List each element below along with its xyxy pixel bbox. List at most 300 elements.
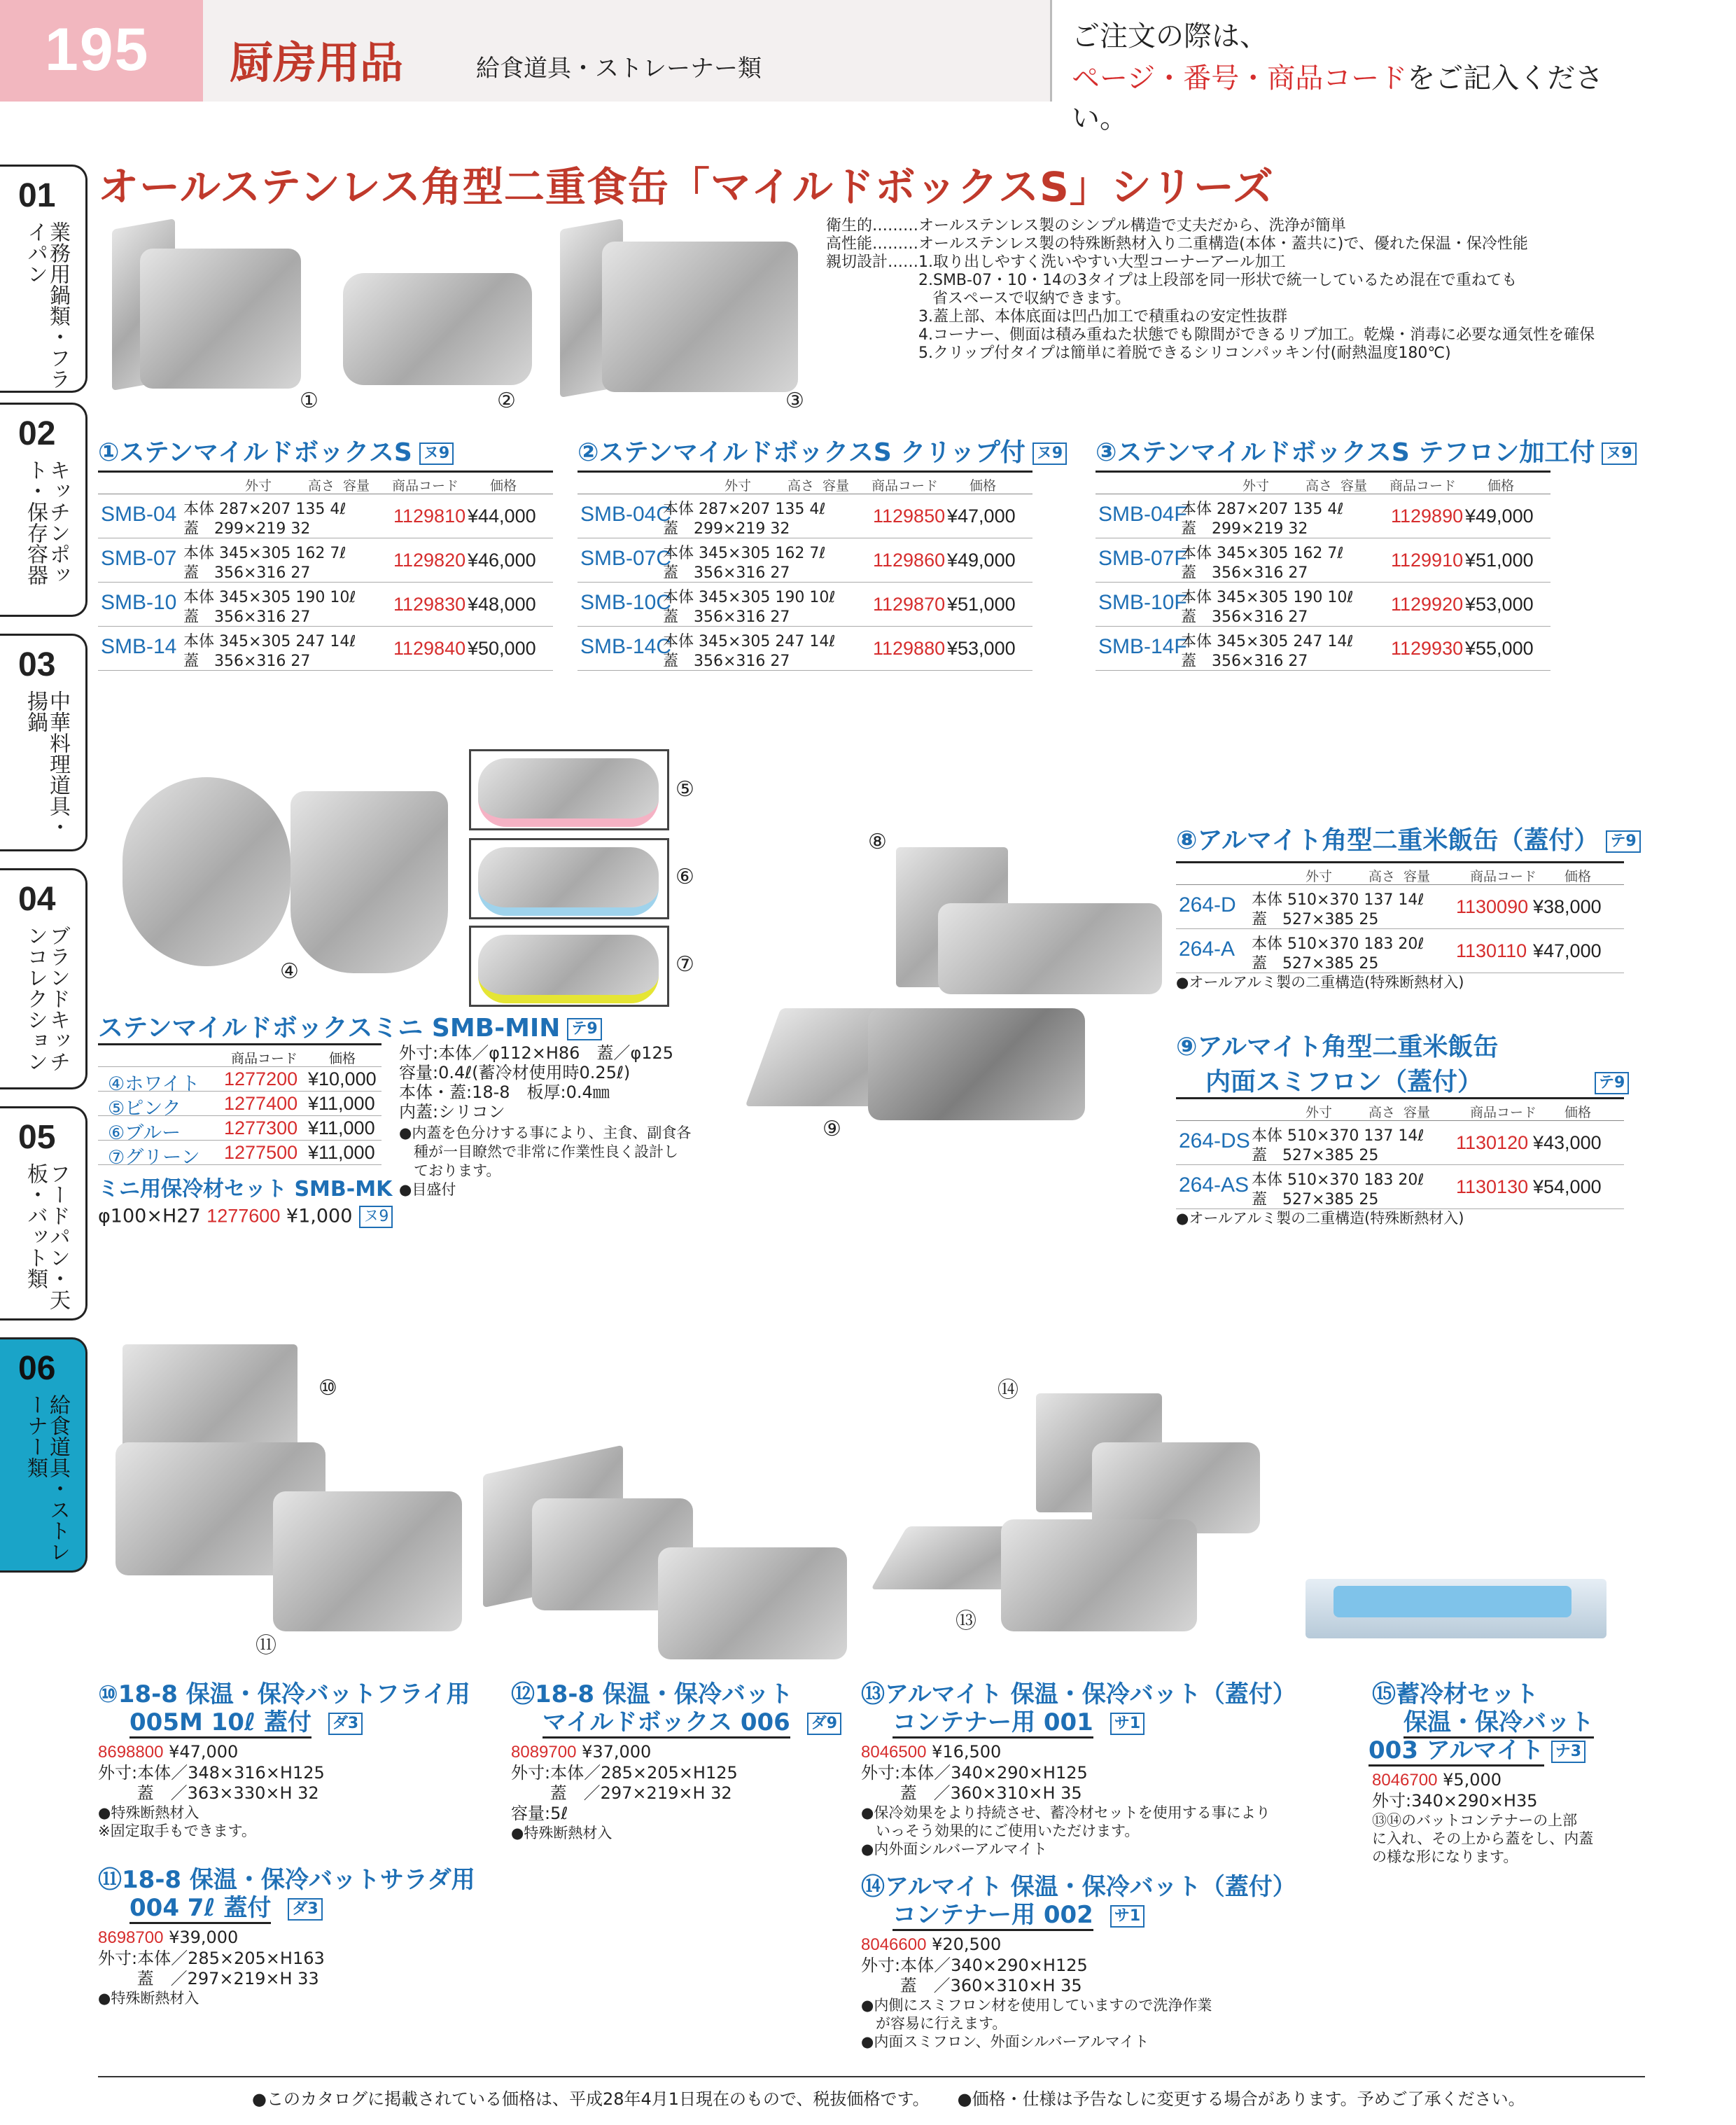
rice-note: ●オールアルミ製の二重構造(特殊断熱材入) (1176, 974, 1464, 991)
lid-spec: 蓋 356×316 27 (1181, 564, 1308, 582)
product-title-line1: ⑬アルマイト 保温・保冷バット（蓋付） (861, 1680, 1296, 1708)
section-title: オールステンレス角型二重食缶「マイルドボックスS」シリーズ (98, 163, 1274, 211)
body-spec: 本体 345×305 162 7ℓ (1181, 545, 1344, 562)
table-row (98, 494, 553, 538)
product-title-line2 (130, 1894, 323, 1922)
model-code: SMB-07C (580, 547, 672, 570)
lid-spec: 蓋 356×316 27 (183, 608, 311, 626)
table-row (1176, 885, 1624, 929)
feature-line: 2.SMB-07・10・14の3タイプは上段部を同一形状で統一しているため混在で重ねても (918, 272, 1518, 289)
smb-table-title (578, 433, 1067, 468)
footer-note: ●このカタログに掲載されている価格は、平成28年4月1日現在のもので、税抜価格です。 (252, 2089, 930, 2109)
lid-spec: 蓋 299×219 32 (183, 520, 311, 538)
product-spec: 蓋 ／363×330×H 32 (98, 1783, 319, 1803)
lid-spec: 蓋 299×219 32 (663, 520, 790, 538)
product-code: 8698700 (98, 1928, 164, 1947)
side-tab-label: ブランドキッチンコレクション (23, 925, 70, 1072)
price: ¥53,000 (1465, 594, 1534, 615)
column-header-height: 高さ (788, 478, 815, 494)
smb-title-text: ②ステンマイルドボックスS クリップ付 (578, 438, 1026, 467)
product-spec: 蓋 ／297×219×H 33 (98, 1969, 319, 1988)
product-spec: 外寸:340×290×H35 (1372, 1791, 1538, 1811)
lid-spec: 蓋 299×219 32 (1181, 520, 1308, 538)
product-note: ●内面スミフロン、外面シルバーアルマイト (861, 2033, 1149, 2050)
mini-title-text: ステンマイルドボックスミニ SMB-MIN (98, 1014, 561, 1043)
feature-line: 衛生的………オールステンレス製のシンプル構造で丈夫だから、洗浄が簡単 (826, 217, 1346, 235)
table-header (1176, 1099, 1624, 1121)
product-title-line1: ⑩18-8 保温・保冷バットフライ用 (98, 1680, 470, 1708)
product-note: ●内外面シルバーアルマイト (861, 1841, 1048, 1858)
feature-line: 5.クリップ付タイプは簡単に着脱できるシリコンパッキン付(耐熱温度180℃) (918, 344, 1451, 362)
model-code: SMB-10 (101, 591, 177, 614)
column-header-cap: 容量 (1340, 478, 1368, 494)
code-badge: テ9 (567, 1018, 601, 1040)
product-code: 1130090 (1456, 896, 1529, 917)
mini-lid-image (122, 777, 290, 966)
lid-spec: 蓋 356×316 27 (1181, 653, 1308, 670)
column-header-cap: 容量 (1404, 869, 1431, 884)
model-code: SMB-04 (101, 503, 177, 526)
cool-set-line (98, 1206, 393, 1228)
product-code: 1129910 (1391, 550, 1464, 571)
side-tab-03 (0, 634, 88, 851)
table-row (1096, 494, 1550, 538)
table-row (578, 627, 1032, 671)
price: ¥50,000 (468, 638, 536, 659)
product-title3-text: 003 アルマイト (1368, 1736, 1544, 1767)
rice-title-text: ⑧アルマイト角型二重米飯缶（蓋付） (1176, 826, 1600, 855)
marker-3: ③ (785, 389, 804, 413)
mini-spec: 内蓋:シリコン (399, 1102, 505, 1122)
product-title2-text: コンテナー用 001 (892, 1708, 1093, 1739)
product-note: ●内側にスミフロン材を使用していますので洗浄作業 (861, 1997, 1212, 2014)
product-code: 1129860 (873, 550, 946, 571)
rice-note: ●オールアルミ製の二重構造(特殊断熱材入) (1176, 1210, 1464, 1227)
product-image-2 (343, 273, 532, 385)
price: ¥51,000 (1465, 550, 1534, 571)
mini-title (98, 1008, 602, 1044)
product-spec: 外寸:本体／348×316×H125 (98, 1763, 325, 1783)
rice-title-line2 (1205, 1062, 1629, 1098)
column-header-price: 価格 (1564, 869, 1592, 884)
price: ¥48,000 (468, 594, 536, 615)
lid-spec: 蓋 356×316 27 (663, 653, 790, 670)
smb-table-title (1096, 433, 1637, 468)
mini-blue-photo (469, 838, 669, 919)
body-spec: 本体 345×305 247 14ℓ (1181, 633, 1354, 650)
code-price-line (98, 1742, 238, 1762)
product-code: 1130130 (1456, 1176, 1529, 1197)
product-code: 8046700 (1372, 1771, 1438, 1790)
product-code: 1129890 (1391, 506, 1464, 527)
column-header-price: 価格 (490, 478, 517, 494)
feature-line: 親切設計……1.取り出しやすく洗いやすい大型コーナーアール加工 (826, 253, 1286, 271)
side-tab-number: 02 (18, 415, 56, 452)
body-spec: 本体 287×207 135 4ℓ (663, 501, 826, 518)
model-code: 264-A (1179, 938, 1236, 961)
color-label: ④ホワイト (108, 1073, 200, 1095)
product-image-1 (140, 249, 301, 389)
column-header-code: 商品コード (1470, 1105, 1537, 1120)
marker-11: ⑪ (255, 1633, 276, 1658)
column-header-size: 外寸 (1242, 478, 1270, 494)
product-title2-text: 004 7ℓ 蓋付 (130, 1894, 271, 1924)
product-code: 1129920 (1391, 594, 1464, 615)
column-header-cap: 容量 (1404, 1105, 1431, 1120)
table-row (98, 627, 553, 671)
mini-table (98, 1043, 382, 1169)
product-code: 1129930 (1391, 638, 1464, 659)
product-title-line1: ⑭アルマイト 保温・保冷バット（蓋付） (861, 1873, 1296, 1901)
column-header-code: 商品コード (392, 478, 459, 494)
model-code: SMB-04C (580, 503, 672, 526)
product-code: 8698800 (98, 1743, 164, 1762)
feature-line: 3.蓋上部、本体底面は凹凸加工で積重ねの安定性抜群 (918, 308, 1287, 326)
model-code: 264-D (1179, 893, 1236, 917)
code-badge: ヌ9 (1032, 443, 1067, 465)
price: ¥10,000 (308, 1068, 377, 1089)
mini-spec: 外寸:本体／φ112×H86 蓋／φ125 (399, 1043, 674, 1063)
product-title-line2 (1404, 1708, 1594, 1736)
code-badge: テ9 (1595, 1072, 1629, 1094)
product-code: 1129830 (393, 594, 466, 615)
side-tab-label: キッチンポット・保存容器 (23, 459, 70, 585)
product-note: ※固定取手もできます。 (98, 1823, 256, 1839)
table-header (578, 473, 1032, 494)
product-code: 1277400 (224, 1093, 298, 1114)
marker-10: ⑩ (318, 1376, 337, 1400)
product-code: 1129820 (393, 550, 466, 571)
rice-table (1176, 861, 1624, 973)
rice-title (1176, 1033, 1498, 1062)
lid-spec: 蓋 356×316 27 (663, 564, 790, 582)
product-note: の様な形になります。 (1372, 1848, 1518, 1865)
column-header-size: 外寸 (724, 478, 752, 494)
footer-divider (98, 2076, 1645, 2077)
table-row (1176, 1121, 1624, 1165)
footer-notes (252, 2085, 1553, 2110)
price: ¥46,000 (468, 550, 536, 571)
table-row (98, 583, 553, 627)
side-tab-label: フードパン・天板・バット類 (23, 1163, 70, 1310)
product-note: に入れ、その上から蓋をし、内蓋 (1372, 1830, 1594, 1847)
product-code: 1129810 (393, 506, 466, 527)
price: ¥11,000 (308, 1117, 375, 1138)
column-header-height: 高さ (308, 478, 335, 494)
color-label: ⑦グリーン (108, 1147, 200, 1169)
product-note: いっそう効果的にご使用いただけます。 (861, 1823, 1140, 1839)
lid-spec: 蓋 527×385 25 (1252, 911, 1379, 928)
marker-4: ④ (280, 959, 299, 984)
product-title2-text: 保温・保冷バット (1404, 1708, 1594, 1739)
lid-spec: 蓋 356×316 27 (663, 608, 790, 626)
side-tab-04 (0, 868, 88, 1089)
model-code: SMB-14 (101, 635, 177, 658)
product-code: 8046600 (861, 1935, 927, 1954)
product-note: ●保冷効果をより持続させ、蓄冷材セットを使用する事により (861, 1804, 1270, 1821)
price: ¥47,000 (163, 1742, 239, 1762)
model-code: SMB-10F (1098, 591, 1187, 614)
body-spec: 本体 345×305 162 7ℓ (183, 545, 346, 562)
product-spec: 蓋 ／360×310×H 35 (861, 1976, 1082, 1995)
code-badge: ヌ9 (1602, 443, 1636, 465)
table-row (1176, 1165, 1624, 1209)
code-badge: サ1 (1110, 1905, 1144, 1928)
model-code: SMB-10C (580, 591, 672, 614)
product-code: 1129870 (873, 594, 946, 615)
mini-pot-image (290, 791, 448, 973)
body-spec: 本体 510×370 183 20ℓ (1252, 1171, 1424, 1189)
mini-row (98, 1116, 382, 1144)
product-title2-text: マイルドボックス 006 (542, 1708, 790, 1739)
product-title-line2 (892, 1901, 1144, 1929)
subcategory-title: 給食道具・ストレーナー類 (476, 55, 762, 83)
table-row (1096, 583, 1550, 627)
price: ¥49,000 (947, 550, 1016, 571)
lid-spec: 蓋 356×316 27 (1181, 608, 1308, 626)
price: ¥20,500 (926, 1935, 1002, 1954)
column-header-size: 外寸 (1306, 1105, 1333, 1120)
side-tab-number: 04 (18, 881, 56, 918)
column-header-cap: 容量 (822, 478, 850, 494)
price: ¥51,000 (947, 594, 1016, 615)
side-tab-label: 中華料理道具・揚鍋 (23, 690, 70, 837)
smb-table (98, 471, 553, 671)
cool-size: φ100×H27 (98, 1205, 207, 1227)
price: ¥54,000 (1533, 1176, 1602, 1197)
marker-8: ⑧ (868, 830, 887, 854)
side-tab-05 (0, 1106, 88, 1321)
feature-line: 省スペースで収納できます。 (932, 290, 1131, 307)
column-header-code: 商品コード (1390, 478, 1457, 494)
code-badge: ダ3 (328, 1713, 363, 1735)
smb-table (1096, 471, 1550, 671)
body-spec: 本体 510×370 137 14ℓ (1252, 1127, 1424, 1145)
product-title2-text: コンテナー用 002 (892, 1901, 1093, 1931)
product-spec: 容量:5ℓ (511, 1804, 568, 1823)
marker-14: ⑭ (997, 1378, 1018, 1402)
code-badge: ダ9 (807, 1713, 841, 1735)
product-title-line1: ⑪18-8 保温・保冷バットサラダ用 (98, 1866, 475, 1894)
cool-pack-image (1306, 1579, 1606, 1638)
mini-note: ております。 (399, 1162, 501, 1179)
model-code: SMB-07F (1098, 547, 1187, 570)
page-number-box (0, 0, 203, 102)
product-note: ●特殊断熱材入 (98, 1990, 200, 2007)
product-code: 1129880 (873, 638, 946, 659)
product-title-line2 (542, 1708, 841, 1736)
lid-spec: 蓋 356×316 27 (183, 564, 311, 582)
marker-2: ② (497, 389, 516, 413)
product-note: ⑬⑭のバットコンテナーの上部 (1372, 1812, 1578, 1829)
table-row (1176, 929, 1624, 973)
price: ¥1,000 (280, 1205, 353, 1227)
product-title-line2 (892, 1708, 1144, 1736)
side-tab-number: 03 (18, 646, 56, 683)
model-code: SMB-07 (101, 547, 177, 570)
price: ¥11,000 (308, 1142, 375, 1163)
model-code: 264-DS (1179, 1129, 1250, 1152)
code-badge: ヌ9 (419, 443, 454, 465)
body-spec: 本体 345×305 190 10ℓ (663, 589, 836, 606)
marker-13: ⑬ (955, 1609, 976, 1633)
column-header-size: 外寸 (245, 478, 272, 494)
column-header-code: 商品コード (872, 478, 939, 494)
vat-11-body (273, 1491, 462, 1631)
rice-box-image (938, 903, 1162, 994)
mini-pink-photo (469, 749, 669, 830)
product-code: 1277500 (224, 1142, 298, 1163)
product-title-line2 (130, 1708, 363, 1736)
lid-spec: 蓋 356×316 27 (183, 653, 311, 670)
column-header-code: 商品コード (231, 1051, 298, 1066)
code-badge: サ1 (1110, 1713, 1144, 1735)
vat-13-body (1001, 1519, 1197, 1631)
price: ¥16,500 (926, 1742, 1002, 1762)
mini-note: ●内蓋を色分けする事により、主食、副食各 (399, 1124, 692, 1141)
product-spec: 外寸:本体／285×205×H163 (98, 1949, 325, 1968)
rice-title2-text: 内面スミフロン（蓋付） (1205, 1068, 1483, 1096)
product-code: 8046500 (861, 1743, 927, 1762)
code-badge: ヌ9 (359, 1206, 393, 1228)
code-badge: テ9 (1606, 830, 1640, 853)
side-tab-number: 06 (18, 1350, 56, 1387)
table-row (578, 583, 1032, 627)
column-header-height: 高さ (1368, 869, 1396, 884)
body-spec: 本体 287×207 135 4ℓ (183, 501, 346, 518)
model-code: 264-AS (1179, 1173, 1250, 1197)
vat-12-body-2 (658, 1547, 847, 1659)
product-note: が容易に行えます。 (861, 2015, 1007, 2032)
mini-note: 種が一目瞭然で非常に作業性良く設計し (399, 1143, 678, 1160)
lid-spec: 蓋 527×385 25 (1252, 1191, 1379, 1208)
side-tab-label: 給食道具・ストレーナー類 (23, 1394, 70, 1562)
order-note-line2: ページ・番号・商品コードをご記入ください。 (1072, 62, 1604, 134)
table-header (1176, 863, 1624, 885)
cool-set-title: ミニ用保冷材セット SMB-MK (98, 1177, 393, 1201)
price: ¥55,000 (1465, 638, 1534, 659)
order-note (1050, 0, 1626, 134)
product-title-line1: ⑫18-8 保温・保冷バット (511, 1680, 793, 1708)
product-note: ●特殊断熱材入 (511, 1825, 612, 1841)
rice-title (1176, 826, 1641, 856)
mini-row (98, 1092, 382, 1120)
body-spec: 本体 510×370 137 14ℓ (1252, 891, 1424, 909)
price: ¥47,000 (1533, 940, 1602, 961)
side-tab-number: 05 (18, 1119, 56, 1156)
mini-note: ●目盛付 (399, 1181, 456, 1198)
order-note-line1: ご注文の際は、 (1072, 20, 1268, 53)
category-header (203, 0, 1050, 102)
product-code: 1129840 (393, 638, 466, 659)
smb-table-title (98, 433, 454, 468)
body-spec: 本体 345×305 247 14ℓ (663, 633, 836, 650)
column-header-price: 価格 (1488, 478, 1515, 494)
code-price-line (861, 1742, 1001, 1762)
column-header-price: 価格 (969, 478, 997, 494)
price: ¥44,000 (468, 506, 536, 527)
price: ¥37,000 (576, 1742, 652, 1762)
mini-table-header (98, 1045, 382, 1067)
product-code: 1130120 (1456, 1132, 1529, 1153)
price: ¥39,000 (163, 1928, 239, 1947)
model-code: SMB-14F (1098, 635, 1187, 658)
mini-green-photo (469, 926, 669, 1007)
body-spec: 本体 287×207 135 4ℓ (1181, 501, 1344, 518)
body-spec: 本体 510×370 183 20ℓ (1252, 935, 1424, 953)
price: ¥43,000 (1533, 1132, 1602, 1153)
product-spec: 外寸:本体／340×290×H125 (861, 1763, 1088, 1783)
code-price-line (511, 1742, 651, 1762)
code-price-line (98, 1928, 238, 1948)
column-header-height: 高さ (1306, 478, 1333, 494)
product-note: ●特殊断熱材入 (98, 1804, 200, 1821)
product-image-3 (602, 242, 798, 392)
lid-spec: 蓋 527×385 25 (1252, 1147, 1379, 1164)
code-badge: ナ3 (1551, 1741, 1586, 1763)
marker-1: ① (300, 389, 318, 413)
table-row (578, 494, 1032, 538)
marker-9: ⑨ (822, 1117, 841, 1141)
model-code: SMB-04F (1098, 503, 1187, 526)
price: ¥11,000 (308, 1093, 375, 1114)
rice-title-text: ⑨アルマイト角型二重米飯缶 (1176, 1033, 1499, 1061)
code-price-line (861, 1935, 1001, 1955)
table-row (98, 538, 553, 583)
page-number: 195 (45, 16, 150, 83)
category-title: 厨房用品 (230, 37, 404, 88)
color-label: ⑤ピンク (108, 1098, 181, 1120)
body-spec: 本体 345×305 162 7ℓ (663, 545, 826, 562)
table-row (578, 538, 1032, 583)
model-code: SMB-14C (580, 635, 672, 658)
smb-title-text: ③ステンマイルドボックスS テフロン加工付 (1096, 438, 1595, 467)
feature-line: 高性能………オールステンレス製の特殊断熱材入り二重構造(本体・蓋共に)で、優れた保温・保冷性能 (826, 235, 1528, 253)
side-tab-label: 業務用鍋類・フライパン (23, 221, 70, 389)
product-code: 1129850 (873, 506, 946, 527)
table-header (98, 473, 553, 494)
product-code: 1277600 (206, 1205, 281, 1227)
smb-table (578, 471, 1032, 671)
code-badge: ダ3 (288, 1898, 322, 1921)
product-code: 1130110 (1456, 940, 1527, 961)
product-title-line1: ⑮蓄冷材セット (1372, 1680, 1539, 1708)
product-spec: 外寸:本体／285×205×H125 (511, 1763, 738, 1783)
price: ¥38,000 (1533, 896, 1602, 917)
column-header-size: 外寸 (1306, 869, 1333, 884)
side-tab-number: 01 (18, 177, 56, 214)
footer-note: ●価格・仕様は予告なしに変更する場合があります。予めご了承ください。 (957, 2089, 1525, 2109)
table-row (1096, 627, 1550, 671)
price: ¥53,000 (947, 638, 1016, 659)
marker-7: ⑦ (676, 952, 694, 977)
mini-row (98, 1067, 382, 1095)
column-header-cap: 容量 (343, 478, 370, 494)
product-spec: 蓋 ／297×219×H 32 (511, 1783, 732, 1803)
body-spec: 本体 345×305 190 10ℓ (183, 589, 356, 606)
column-header-price: 価格 (1564, 1105, 1592, 1120)
lid-spec: 蓋 527×385 25 (1252, 955, 1379, 973)
table-row (1096, 538, 1550, 583)
mini-row (98, 1141, 382, 1169)
price: ¥5,000 (1437, 1770, 1502, 1790)
color-label: ⑥ブルー (108, 1122, 181, 1144)
body-spec: 本体 345×305 190 10ℓ (1181, 589, 1354, 606)
column-header-price: 価格 (329, 1051, 356, 1066)
smb-title-text: ①ステンマイルドボックスS (98, 438, 412, 467)
product-spec: 蓋 ／360×310×H 35 (861, 1783, 1082, 1803)
marker-5: ⑤ (676, 777, 694, 802)
